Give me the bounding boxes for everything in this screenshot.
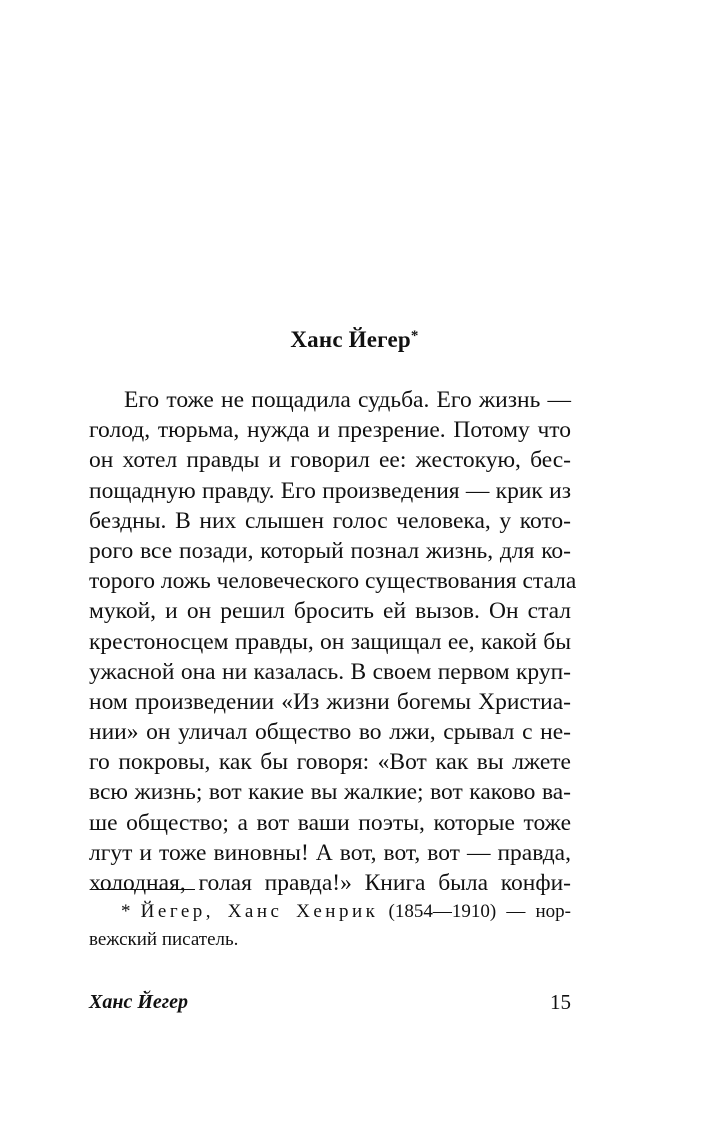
- text-line: ном произведении «Из жизни богемы Христиа-: [89, 688, 571, 715]
- text-line: го покровы, как бы говоря: «Вот как вы лжете: [89, 749, 571, 776]
- footnote-line: вежский писатель.: [89, 929, 239, 950]
- text-line: торого ложь человеческого существования стала: [89, 568, 577, 595]
- text-line: ужасной она ни казалась. В своем первом круп-: [89, 658, 571, 685]
- chapter-title-text: Ханс Йегер: [290, 327, 411, 352]
- chapter-title: [0, 326, 709, 354]
- footnote: [89, 898, 571, 954]
- footnote-text: (1854—1910) — нор-: [388, 901, 572, 922]
- text-line: холодная, голая правда!» Книга была конфи-: [89, 870, 571, 896]
- text-line: мукой, и он решил бросить ей вызов. Он стал: [89, 598, 571, 625]
- footnote-marker: *: [121, 901, 131, 922]
- running-title: Ханс Йегер: [89, 991, 189, 1013]
- text-line: крестоносцем правды, он защищал ее, какой бы: [89, 628, 571, 655]
- footnote-name: Йегер, Ханс Хенрик: [140, 901, 379, 922]
- page-number: 15: [550, 990, 571, 1014]
- footnote-marker: *: [410, 328, 419, 344]
- text-line: нии» он уличал общество во лжи, срывал с не-: [89, 719, 571, 746]
- text-line: рого все позади, который познал жизнь, для ко-: [89, 537, 571, 564]
- text-line: голод, тюрьма, нужда и презрение. Потому что: [89, 417, 571, 444]
- text-line: Его тоже не пощадила судьба. Его жизнь —: [124, 387, 571, 413]
- text-line: пощадную правду. Его произведения — крик из: [89, 477, 571, 504]
- body-text: [89, 385, 577, 898]
- text-line: бездны. В них слышен голос человека, у кото-: [89, 507, 571, 534]
- text-line: лгут и тоже виновны! А вот, вот, вот — правда,: [89, 839, 571, 866]
- text-line: он хотел правды и говорил ее: жестокую, бес-: [89, 447, 571, 474]
- text-line: всю жизнь; вот какие вы жалкие; вот каково ва-: [89, 779, 571, 806]
- text-line: ше общество; а вот ваши поэты, которые тоже: [89, 809, 571, 836]
- footnote-divider: [90, 889, 195, 890]
- footnote-line: [89, 898, 571, 926]
